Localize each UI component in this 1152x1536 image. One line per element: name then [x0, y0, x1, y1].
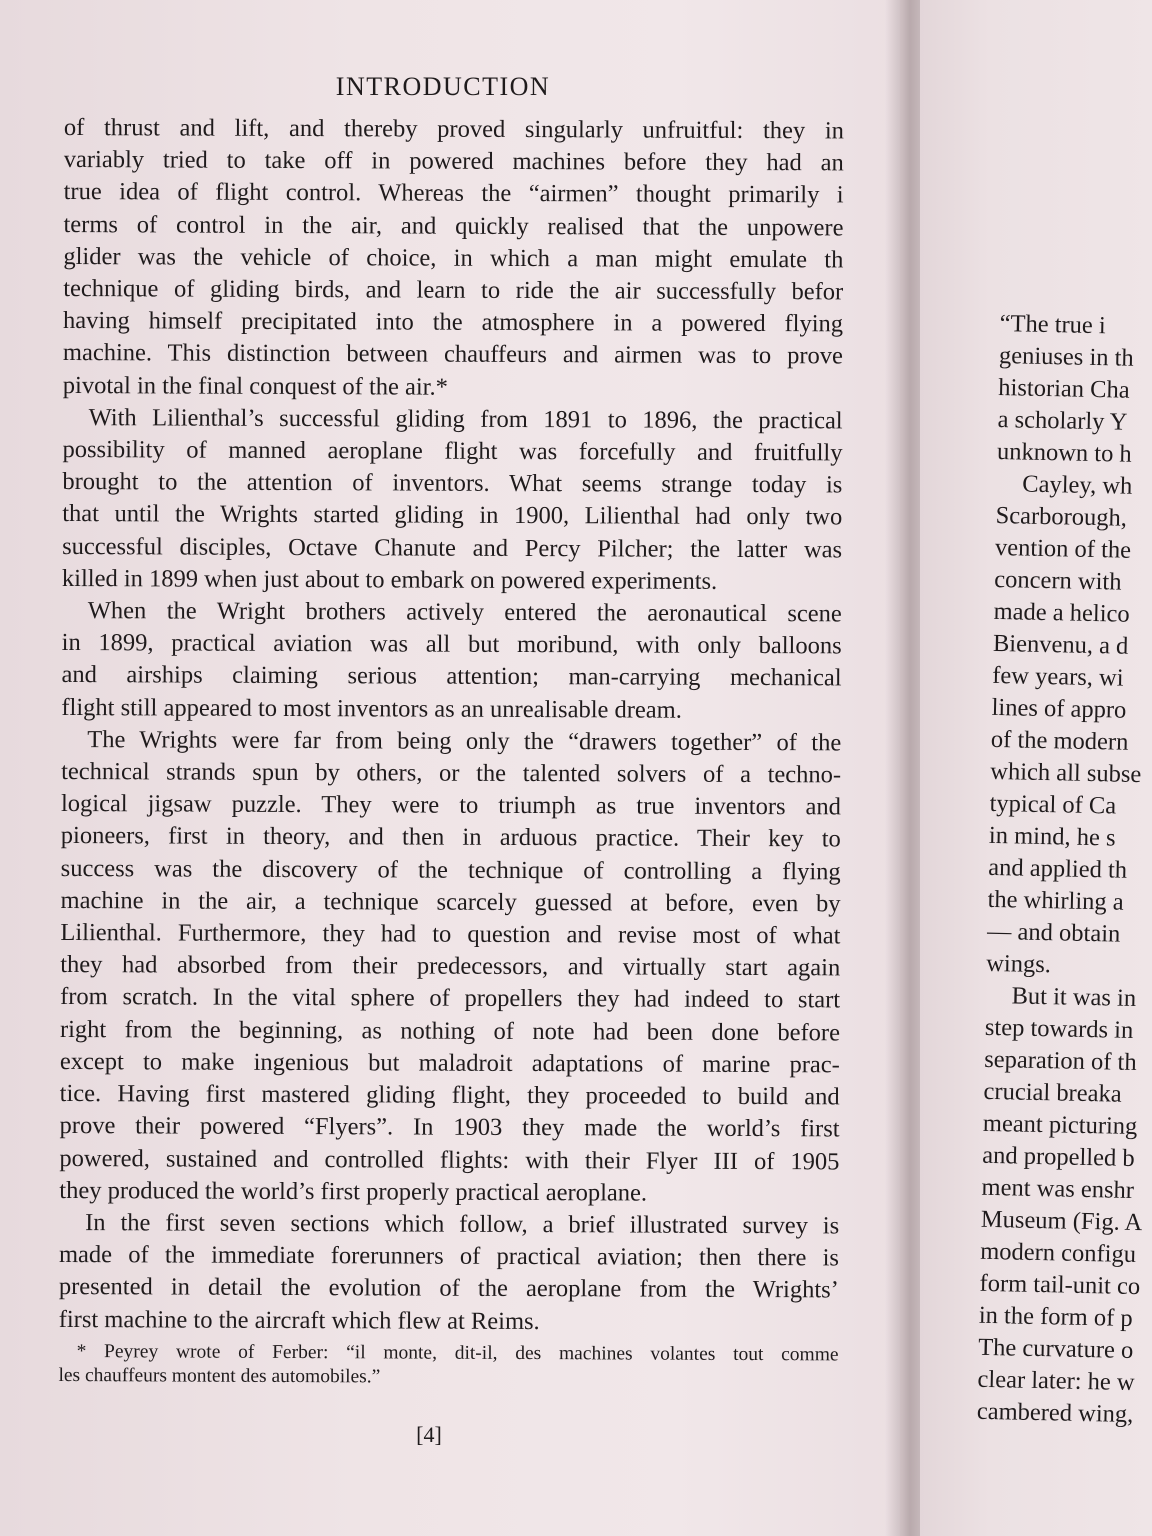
right-text-line: the whirling a — [987, 885, 1124, 916]
paragraph — [63, 112, 844, 405]
text-line: powered, sustained and controlled flights: with their Flyer III of 1905 — [59, 1144, 840, 1175]
text-line: variably tried to take off in powered machines before they had an — [63, 146, 844, 177]
paragraph — [59, 724, 841, 1210]
text-line: from scratch. In the vital sphere of propellers they had indeed to start — [60, 983, 841, 1014]
right-text-line: lines of appro — [991, 693, 1127, 724]
right-text-line: geniuses in th — [998, 341, 1135, 372]
text-line: terms of control in the air, and quickly realised that the unpowere — [63, 210, 844, 242]
text-line: they had absorbed from their predecessors, and virtually start again — [60, 951, 841, 982]
text-line: successful disciples, Octave Chanute and Percy Pilcher; the latter was — [62, 532, 843, 564]
text-line: that until the Wrights started gliding in 1900, Lilienthal had only two — [62, 500, 843, 531]
text-line: success was the discovery of the technique of controlling a flying — [60, 854, 841, 886]
right-text-line: Museum (Fig. A — [980, 1205, 1143, 1237]
text-line: When the Wright brothers actively entered the aeronautical scene — [87, 597, 842, 628]
text-line: of thrust and lift, and thereby proved singularly unfruitful: they in — [63, 113, 844, 145]
text-line: first machine to the aircraft which flew at Reims. — [58, 1305, 540, 1335]
right-text-line: Bienvenu, a d — [992, 629, 1129, 660]
right-text-line: historian Cha — [998, 373, 1130, 404]
running-header: INTRODUCTION — [335, 72, 551, 101]
right-text-line: But it was in — [1011, 982, 1137, 1012]
right-text-line: concern with — [994, 565, 1122, 596]
text-line: right from the beginning, as nothing of note had been done before — [59, 1015, 841, 1047]
text-line: true idea of flight control. Whereas the “airmen” thought primarily i — [63, 178, 844, 209]
text-line: in 1899, practical aviation was all but moribund, with only balloons — [61, 629, 842, 660]
right-text-line: clear later: he w — [977, 1365, 1135, 1397]
right-text-line: “The true i — [999, 309, 1107, 340]
text-line: possibility of manned aeroplane flight was forcefully and fruitfully — [62, 436, 843, 467]
text-line: glider was the vehicle of choice, in which a man might emulate th — [63, 242, 844, 274]
right-text-line: cambered wing, — [976, 1397, 1134, 1429]
text-line: pivotal in the final conquest of the air.* — [62, 371, 448, 401]
right-text-line: and propelled b — [981, 1141, 1135, 1173]
text-line: presented in detail the evolution of the aeroplane from the Wrights’ — [58, 1273, 839, 1304]
right-text-line: Cayley, wh — [1022, 470, 1133, 500]
right-text-line: in the form of p — [978, 1301, 1133, 1332]
text-line: With Lilienthal’s successful gliding from 1891 to 1896, the practical — [88, 403, 843, 435]
right-text-line: crucial breaka — [983, 1077, 1122, 1108]
text-line: technical strands spun by others, or the talented solvers of a techno- — [61, 758, 842, 789]
paragraph — [62, 402, 843, 599]
right-text-line: typical of Ca — [989, 789, 1117, 820]
right-text-line: few years, wi — [992, 661, 1124, 692]
footnote — [58, 1340, 838, 1391]
text-line: logical jigsaw puzzle. They were to triumph as true inventors and — [60, 790, 842, 821]
text-line: prove their powered “Flyers”. In 1903 they made the world’s first — [59, 1112, 840, 1143]
right-page-text — [977, 308, 1152, 1434]
right-text-line: Scarborough, — [995, 501, 1128, 532]
right-text-line: which all subse — [990, 757, 1142, 789]
right-text-line: vention of the — [994, 533, 1132, 564]
text-line: tice. Having first mastered gliding flight, they proceeded to build and — [59, 1080, 840, 1111]
right-text-line: — and obtain — [986, 917, 1121, 948]
right-text-line: and applied th — [988, 853, 1128, 884]
text-line: and airships claiming serious attention; man-carrying mechanical — [61, 661, 842, 692]
text-line: technique of gliding birds, and learn to ride the air successfully befor — [63, 275, 844, 306]
text-line: pioneers, first in theory, and then in arduous practice. Their key to — [60, 822, 841, 853]
text-line: brought to the attention of inventors. What seems strange today is — [62, 468, 843, 499]
body-text — [58, 112, 844, 1391]
right-text-line: The curvature o — [977, 1333, 1134, 1365]
right-text-line: unknown to h — [996, 437, 1132, 468]
text-line: machine. This distinction between chauffeurs and airmen was to prove — [62, 339, 844, 370]
text-line: flight still appeared to most inventors as an unrealisable dream. — [61, 693, 682, 724]
right-text-line: modern configu — [979, 1237, 1137, 1269]
text-line: except to make ingenious but maladroit adaptations of marine prac- — [59, 1047, 840, 1079]
text-line: they produced the world’s first properly practical aeroplane. — [59, 1176, 648, 1207]
text-line: Lilienthal. Furthermore, they had to question and revise most of what — [60, 919, 841, 950]
footnote-line: * Peyrey wrote of Ferber: “il monte, dit-il, des machines volantes tout comme — [76, 1340, 839, 1366]
footnote-line: les chauffeurs montent des automobiles.” — [58, 1364, 381, 1388]
right-text-line: of the modern — [990, 725, 1129, 756]
right-text-line: step towards in — [984, 1013, 1134, 1044]
right-text-line: made a helico — [993, 597, 1130, 628]
right-text-line: in mind, he s — [988, 821, 1116, 852]
right-text-line: form tail-unit co — [979, 1269, 1141, 1301]
page-number: [4] — [416, 1422, 442, 1447]
paragraph — [59, 1207, 840, 1339]
right-text-line: a scholarly Y — [997, 405, 1128, 436]
right-text-line: ment was enshr — [981, 1173, 1135, 1204]
right-text-line: meant picturing — [982, 1109, 1138, 1141]
right-text-line: separation of th — [983, 1045, 1137, 1077]
right-text-line: wings. — [985, 949, 1052, 979]
text-line: made of the immediate forerunners of practical aviation; then there is — [58, 1241, 840, 1272]
text-line: The Wrights were far from being only the “drawers together” of the — [87, 725, 842, 757]
right-page — [920, 0, 1152, 1536]
text-line: In the first seven sections which follow, a brief illustrated survey is — [85, 1209, 840, 1240]
paragraph — [61, 595, 842, 727]
text-line: killed in 1899 when just about to embark on powered experiments. — [61, 564, 718, 595]
text-line: machine in the air, a technique scarcely guessed at before, even by — [60, 886, 841, 918]
text-line: having himself precipitated into the atmosphere in a powered flying — [63, 307, 844, 338]
